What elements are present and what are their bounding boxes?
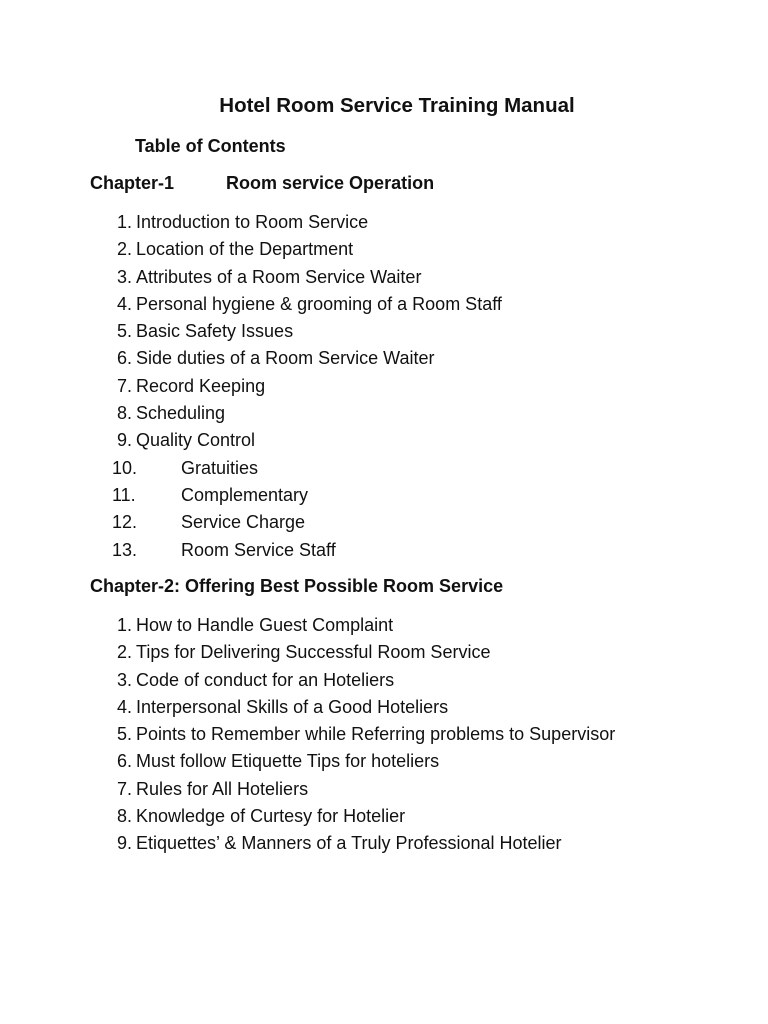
list-item-text: Side duties of a Room Service Waiter bbox=[136, 348, 435, 369]
toc-heading: Table of Contents bbox=[135, 136, 286, 156]
list-item-text: Quality Control bbox=[136, 430, 256, 451]
list-item-number: 3. bbox=[116, 669, 132, 690]
list-item-text: Record Keeping bbox=[136, 375, 266, 396]
list-item-text: Scheduling bbox=[136, 403, 226, 424]
list-item-number: 8. bbox=[116, 403, 132, 424]
list-item-number: 1. bbox=[116, 615, 132, 635]
list-item-number: 6. bbox=[116, 348, 132, 369]
list-item-text: Points to Remember while Referring problems to Supervisor bbox=[136, 724, 616, 745]
list-item-number: 5. bbox=[116, 724, 132, 745]
list-item-text: Introduction to Room Service bbox=[136, 212, 369, 232]
list-item-text: Location of the Department bbox=[136, 239, 354, 260]
list-item-number: 5. bbox=[116, 321, 132, 342]
list-item-text: Must follow Etiquette Tips for hoteliers bbox=[136, 751, 440, 772]
list-item-number: 4. bbox=[116, 293, 132, 314]
list-item-text: Knowledge of Curtesy for Hotelier bbox=[136, 806, 406, 827]
list-item-number: 7. bbox=[116, 778, 132, 799]
list-item-number: 1. bbox=[116, 212, 132, 232]
list-item-text: Code of conduct for an Hoteliers bbox=[136, 669, 395, 690]
list-item-number: 2. bbox=[116, 642, 132, 663]
list-item-number: 6. bbox=[116, 751, 132, 772]
chapter-1-number: Chapter-1 bbox=[90, 173, 175, 193]
list-item-number: 3. bbox=[116, 266, 132, 287]
chapter-1-heading bbox=[90, 173, 434, 194]
list-item-text: Attributes of a Room Service Waiter bbox=[136, 266, 422, 287]
list-item-text: Personal hygiene & grooming of a Room Staff bbox=[136, 293, 502, 314]
list-item-number: 9. bbox=[116, 430, 132, 451]
chapter-1-title: Room service Operation bbox=[226, 173, 435, 193]
list-item-number: 7. bbox=[116, 375, 132, 396]
list-item-number: 8. bbox=[116, 806, 132, 827]
list-item-text: Rules for All Hoteliers bbox=[136, 778, 309, 799]
list-item-text: How to Handle Guest Complaint bbox=[136, 615, 394, 635]
list-item-text: Complementary bbox=[181, 484, 309, 505]
list-item-number: 12. bbox=[112, 512, 138, 533]
list-item-number: 9. bbox=[116, 833, 132, 854]
list-item-text: Tips for Delivering Successful Room Service bbox=[136, 642, 491, 663]
list-item-text: Etiquettes’ & Manners of a Truly Professional Hotelier bbox=[136, 833, 562, 854]
list-item-number: 2. bbox=[116, 239, 132, 260]
list-item-text: Service Charge bbox=[181, 512, 306, 533]
list-item-text: Basic Safety Issues bbox=[136, 321, 294, 342]
list-item-number: 10. bbox=[112, 457, 138, 478]
document-title: Hotel Room Service Training Manual bbox=[219, 94, 575, 117]
list-item-number: 4. bbox=[116, 696, 132, 717]
list-item-text: Room Service Staff bbox=[181, 539, 336, 560]
list-item-text: Gratuities bbox=[181, 457, 259, 478]
list-item-number: 13. bbox=[112, 539, 138, 560]
list-item-number: 11. bbox=[112, 484, 136, 505]
list-item-text: Interpersonal Skills of a Good Hoteliers bbox=[136, 696, 449, 717]
chapter-2-heading: Chapter-2: Offering Best Possible Room Service bbox=[90, 576, 504, 596]
